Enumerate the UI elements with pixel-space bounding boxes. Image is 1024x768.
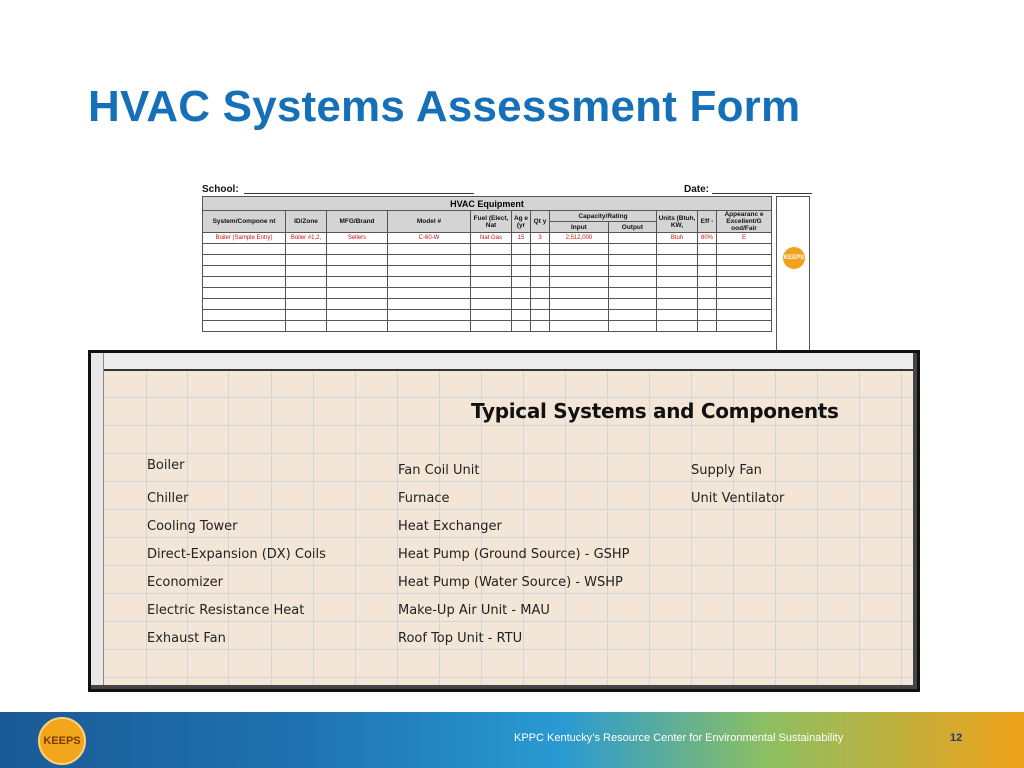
col-output: Output xyxy=(608,222,656,233)
cell: Boiler (Sample Entry) xyxy=(203,233,286,244)
list-item: Economizer xyxy=(147,575,223,590)
cell: 2,512,000 xyxy=(550,233,609,244)
col-system: System/Compone nt xyxy=(203,211,286,233)
list-item: Exhaust Fan xyxy=(147,631,226,646)
list-item: Heat Exchanger xyxy=(398,519,502,534)
typical-systems-sheet xyxy=(88,350,920,692)
col-capacity: Capacity/Rating xyxy=(550,211,657,222)
footer-bar xyxy=(0,712,1024,768)
sheet-heading: Typical Systems and Components xyxy=(471,399,839,423)
cell: C-60-W xyxy=(388,233,471,244)
table-row xyxy=(203,288,772,299)
cell: E xyxy=(717,233,772,244)
col-appearance: Appearanc e Excellent/G ood/Fair xyxy=(717,211,772,233)
cell: Btuh xyxy=(657,233,698,244)
cell xyxy=(608,233,656,244)
list-item: Fan Coil Unit xyxy=(398,463,480,478)
school-underline xyxy=(244,193,474,194)
sample-row xyxy=(203,233,772,244)
hvac-equipment-table xyxy=(202,196,772,332)
col-mfg-brand: MFG/Brand xyxy=(327,211,388,233)
list-item: Make-Up Air Unit - MAU xyxy=(398,603,550,618)
school-label: School: xyxy=(202,184,239,195)
table-row xyxy=(203,277,772,288)
date-label: Date: xyxy=(684,184,710,195)
footer-org-text: KPPC Kentucky’s Resource Center for Environmental Sustainability xyxy=(514,732,844,744)
slide-title: HVAC Systems Assessment Form xyxy=(88,82,801,131)
col-age: Ag e (yr xyxy=(512,211,531,233)
hvac-form-image xyxy=(194,180,816,352)
sheet-column-headers xyxy=(91,353,920,371)
sheet-row-headers xyxy=(91,353,104,692)
list-item: Chiller xyxy=(147,491,189,506)
list-item: Roof Top Unit - RTU xyxy=(398,631,523,646)
table-row xyxy=(203,310,772,321)
list-item: Supply Fan xyxy=(691,463,762,478)
page-number: 12 xyxy=(950,732,963,744)
keeps-logo: KEEPS xyxy=(38,717,86,765)
cell: 15 xyxy=(512,233,531,244)
col-model: Model # xyxy=(388,211,471,233)
list-item: Unit Ventilator xyxy=(691,491,785,506)
list-item: Heat Pump (Water Source) - WSHP xyxy=(398,575,623,590)
table-row xyxy=(203,321,772,332)
cell: 80% xyxy=(698,233,717,244)
col-qty: Qt y xyxy=(531,211,550,233)
col-input: Input xyxy=(550,222,609,233)
list-item: Boiler xyxy=(147,458,185,473)
list-item: Furnace xyxy=(398,491,450,506)
list-item: Direct-Expansion (DX) Coils xyxy=(147,547,326,562)
col-fuel: Fuel (Elect, Nat xyxy=(471,211,512,233)
cell: Nat Gas xyxy=(471,233,512,244)
col-eff: Eff - xyxy=(698,211,717,233)
table-row xyxy=(203,266,772,277)
keeps-mini-logo: KEEPS xyxy=(783,247,805,269)
col-units: Units (Btuh, KW, xyxy=(657,211,698,233)
cell: 3 xyxy=(531,233,550,244)
cell: Sellers xyxy=(327,233,388,244)
list-item: Cooling Tower xyxy=(147,519,238,534)
cell: Boiler #1,2, xyxy=(286,233,327,244)
table-row xyxy=(203,299,772,310)
date-underline xyxy=(712,193,812,194)
form-logo-column xyxy=(776,196,810,352)
list-item: Electric Resistance Heat xyxy=(147,603,305,618)
col-id-zone: ID/Zone xyxy=(286,211,327,233)
table-row xyxy=(203,255,772,266)
section-title: HVAC Equipment xyxy=(203,197,772,211)
list-item: Heat Pump (Ground Source) - GSHP xyxy=(398,547,630,562)
table-row xyxy=(203,244,772,255)
